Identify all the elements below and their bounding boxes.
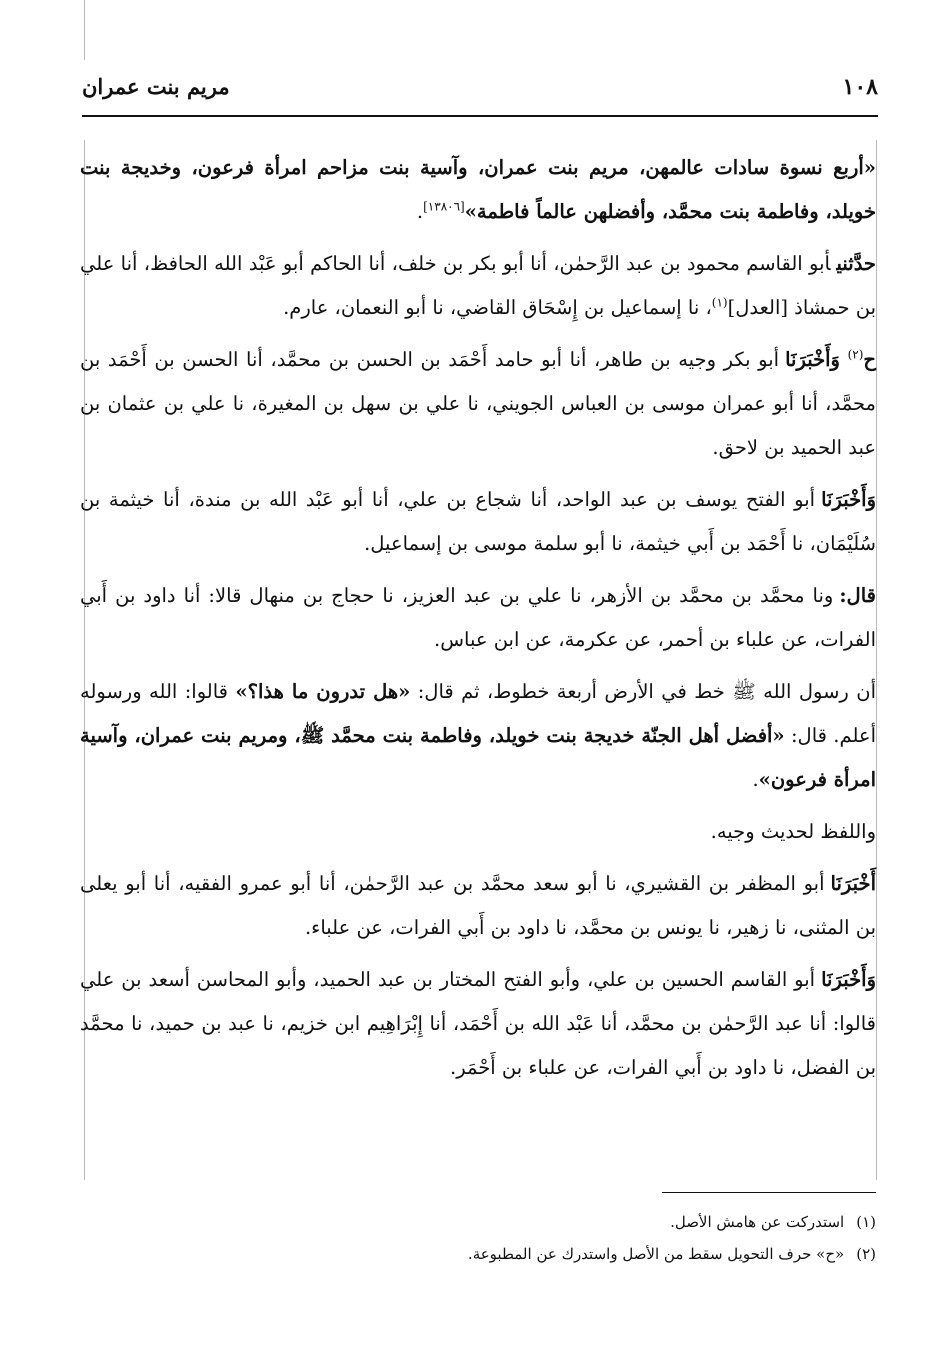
matn-text: أن رسول الله ﷺ خط في الأرض أربعة خطوط، ثم قال: (417, 680, 876, 703)
transmission-term: وَأَخْبَرَنَا (785, 348, 840, 371)
isnad-paragraph (80, 478, 876, 566)
prophet-quote: «هل تدرون ما هذا؟» (235, 680, 411, 703)
period: . (752, 768, 759, 791)
isnad-paragraph (80, 958, 876, 1090)
isnad-text: أبو القاسم محمود بن عبد الرَّحمٰن، أنا أبو بكر بن خلف، أنا الحاكم أبو عَبْد الله الحافظ، أنا علي بن حمشاذ [العدل] (80, 252, 876, 319)
isnad-paragraph (80, 574, 876, 662)
isnad-text: أبو الفتح يوسف بن عبد الواحد، أنا شجاع بن علي، أنا أبو عَبْد الله بن مندة، أنا خيثمة بن سُلَيْمَان، نا أَحْمَد بن أَبي خيثمة، نا أبو سلمة موسى بن إسماعيل. (80, 488, 876, 555)
tahwil-letter: ح (863, 348, 876, 371)
main-text (80, 146, 876, 1098)
note-text: واللفظ لحديث وجيه. (710, 820, 876, 843)
footnote-text: «ح» حرف التحويل سقط من الأصل واستدرك عن المطبوعة. (467, 1245, 845, 1263)
footnote-ref-2: (٢) (847, 347, 864, 362)
matn-text: قالوا: الله ورسوله أعلم. قال: (80, 680, 876, 747)
page-number: ١٠٨ (842, 74, 878, 100)
footnote-text: استدركت عن هامش الأصل. (670, 1213, 845, 1231)
footnote (80, 1206, 876, 1238)
period: . (416, 200, 424, 223)
scan-edge-line (84, 0, 85, 60)
isnad-paragraph (80, 338, 876, 470)
hadith-text: «أربع نسوة سادات عالمهن، مريم بنت عمران، وآسية بنت مزاحم امرأة فرعون، وخديجة بنت خويلد، وفاطمة بنت محمَّد، وأفضلهن عالماً فاطمة» (80, 156, 876, 223)
isnad-text: ، نا إسماعيل بن إِسْحَاق القاضي، نا أبو النعمان، عارم. (283, 296, 712, 319)
footnote-rule (662, 1192, 876, 1193)
isnad-text: ونا محمَّد بن محمَّد بن الأزهر، نا علي بن عبد العزيز، نا حجاج بن منهال قالا: أنا داود بن أَبي الفرات، عن علباء بن أحمر، عن عكرمة، عن ابن عباس. (80, 584, 876, 651)
transmission-term: أَخْبَرَنَا (830, 872, 876, 895)
hadith-paragraph (80, 146, 876, 234)
footnote-number: (٢) (856, 1245, 876, 1263)
footnote (80, 1238, 876, 1270)
prophet-quote: «أفضل أهل الجنّة خديجة بنت خويلد، وفاطمة بنت محمَّد ﷺ، ومريم بنت عمران، وآسية امرأة فرعون» (80, 724, 876, 791)
transmission-term: وَأَخْبَرَنَا (821, 968, 876, 991)
footnotes (80, 1206, 876, 1270)
footnote-ref-1: (١) (711, 295, 728, 310)
isnad-text: أبو القاسم الحسين بن علي، وأبو الفتح المختار بن عبد الحميد، وأبو المحاسن أسعد بن علي قالوا: أنا عبد الرَّحمٰن بن محمَّد، أنا عَبْد الله بن أَحْمَد، أنا إِبْرَاهِيم ابن خزيم، نا عبد بن حميد، نا محمَّد بن الفضل، نا داود بن أَبي الفرات، عن علباء بن أَحْمَر. (80, 968, 876, 1079)
hadith-number: [١٣٨٠٦] (423, 199, 465, 214)
isnad-paragraph (80, 242, 876, 330)
transmission-term: وَأَخْبَرَنَا (821, 488, 876, 511)
footnote-number: (١) (856, 1213, 876, 1231)
isnad-text: أبو بكر وجيه بن طاهر، أنا أبو حامد أَحْمَد بن الحسن بن محمَّد، أنا الحسن بن أَحْمَد بن محمَّد، أنا أبو عمران موسى بن العباس الجويني، نا علي بن سهل بن المغيرة، نا علي بن عثمان بن عبد الحميد بن لاحق. (80, 348, 876, 459)
scan-edge-line (876, 140, 877, 1180)
transmission-term: حدَّثني (836, 252, 876, 275)
note-paragraph (80, 810, 876, 854)
header-rule (82, 115, 878, 117)
isnad-text: أبو المظفر بن القشيري، نا أبو سعد محمَّد بن عبد الرَّحمٰن، أنا أبو عمرو الفقيه، أنا أبو يعلى بن المثنى، نا زهير، نا يونس بن محمَّد، نا داود بن أَبي الفرات، عن علباء. (80, 872, 876, 939)
hadith-paragraph (80, 670, 876, 802)
transmission-term: قال: (839, 584, 876, 607)
page-header (82, 74, 878, 106)
isnad-paragraph (80, 862, 876, 950)
running-title: مريم بنت عمران (82, 74, 230, 99)
